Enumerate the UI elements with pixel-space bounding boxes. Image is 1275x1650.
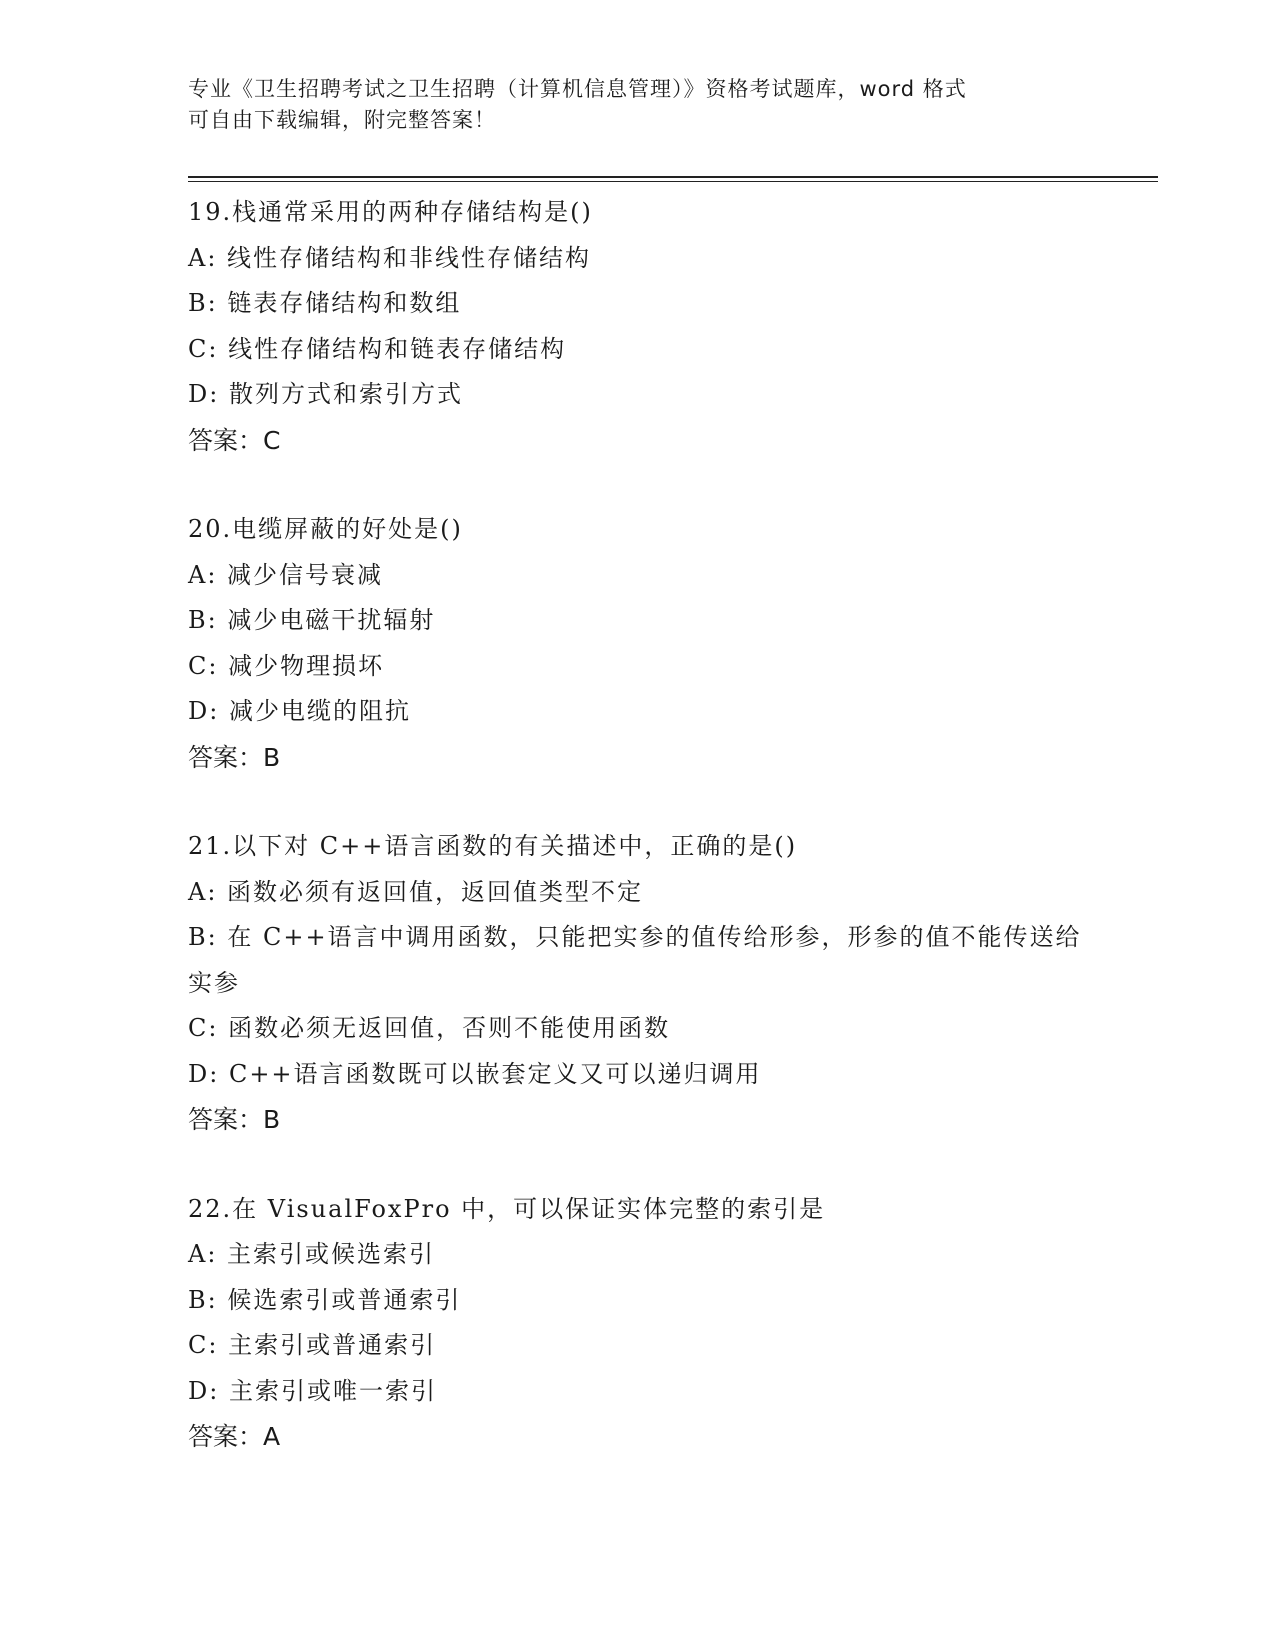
option-a: A: 线性存储结构和非线性存储结构 — [188, 243, 592, 272]
question-stem: 19.栈通常采用的两种存储结构是() — [188, 198, 593, 226]
option-d: D: C++语言函数既可以嵌套定义又可以递归调用 — [188, 1059, 762, 1088]
answer-line: 答案：A — [188, 1422, 281, 1451]
answer-line: 答案：C — [188, 425, 281, 455]
option-d: D: 散列方式和索引方式 — [188, 380, 463, 408]
option-b: B: 减少电磁干扰辐射 — [188, 606, 436, 634]
answer-line: 答案：B — [188, 1105, 281, 1134]
question-22 — [188, 1187, 1088, 1460]
question-list — [188, 190, 1088, 1504]
option-c: C: 函数必须无返回值，否则不能使用函数 — [188, 1014, 671, 1042]
option-a: A: 函数必须有返回值，返回值类型不定 — [188, 877, 644, 906]
question-19 — [188, 190, 1088, 463]
option-c: C: 线性存储结构和链表存储结构 — [188, 334, 567, 363]
option-a: A: 主索引或候选索引 — [188, 1240, 436, 1268]
option-c: C: 主索引或普通索引 — [188, 1331, 437, 1359]
header-line-2: 可自由下载编辑，附完整答案！ — [188, 108, 496, 132]
question-stem: 21.以下对 C++语言函数的有关描述中，正确的是() — [188, 832, 798, 860]
question-stem: 22.在 VisualFoxPro 中，可以保证实体完整的索引是 — [188, 1194, 826, 1223]
option-b: B: 链表存储结构和数组 — [188, 289, 462, 317]
option-d: D: 减少电缆的阻抗 — [188, 697, 411, 725]
option-c: C: 减少物理损坏 — [188, 651, 385, 680]
header-divider-thick — [188, 176, 1158, 178]
option-b: B: 在 C++语言中调用函数，只能把实参的值传给形参，形参的值不能传送给实参 — [188, 923, 1082, 997]
answer-line: 答案：B — [188, 742, 281, 772]
header-line-1: 专业《卫生招聘考试之卫生招聘（计算机信息管理）》资格考试题库，word 格式 — [188, 77, 967, 101]
document-header — [188, 74, 1088, 136]
option-a: A: 减少信号衰减 — [188, 560, 384, 589]
header-divider-thin — [188, 181, 1158, 182]
question-21 — [188, 824, 1088, 1143]
question-20 — [188, 507, 1088, 780]
question-stem: 20.电缆屏蔽的好处是() — [188, 515, 463, 543]
option-d: D: 主索引或唯一索引 — [188, 1376, 437, 1405]
option-b: B: 候选索引或普通索引 — [188, 1285, 462, 1314]
